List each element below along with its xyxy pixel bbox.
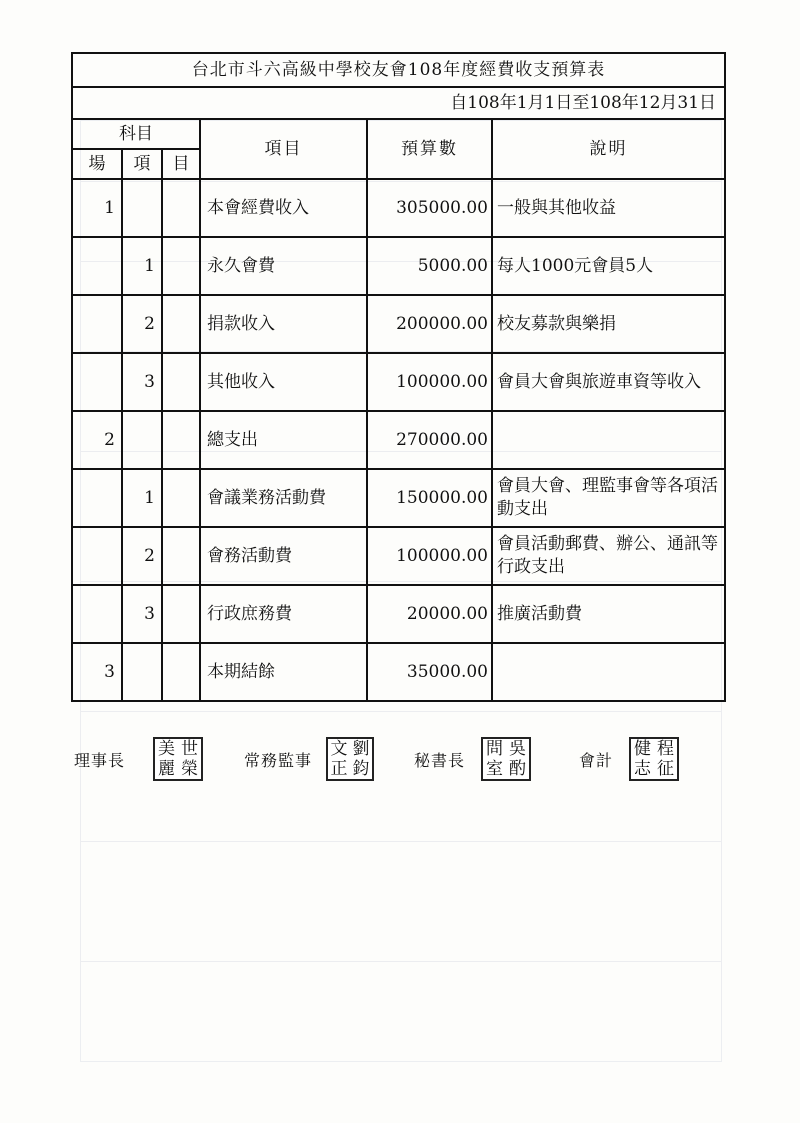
code-level1: 3 bbox=[72, 643, 122, 701]
code-level3 bbox=[162, 469, 200, 527]
accountant-seal-stamp: 健 程 志 征 bbox=[629, 737, 679, 781]
item-note bbox=[492, 411, 725, 469]
code-level1 bbox=[72, 295, 122, 353]
code-level1: 1 bbox=[72, 179, 122, 237]
secretary-signature bbox=[414, 737, 531, 781]
code-level2 bbox=[122, 643, 162, 701]
signature-row bbox=[74, 737, 714, 817]
table-row bbox=[72, 585, 725, 643]
code-level1 bbox=[72, 353, 122, 411]
item-name: 本期結餘 bbox=[200, 643, 367, 701]
code-level2: 3 bbox=[122, 585, 162, 643]
table-row bbox=[72, 411, 725, 469]
item-note: 每人1000元會員5人 bbox=[492, 237, 725, 295]
table-row bbox=[72, 469, 725, 527]
budget-amount: 100000.00 bbox=[367, 353, 492, 411]
code-level3 bbox=[162, 353, 200, 411]
item-name: 總支出 bbox=[200, 411, 367, 469]
budget-header: 預算數 bbox=[367, 119, 492, 179]
budget-amount: 5000.00 bbox=[367, 237, 492, 295]
secretary-label: 秘書長 bbox=[414, 750, 466, 770]
code-level3 bbox=[162, 179, 200, 237]
item-name: 其他收入 bbox=[200, 353, 367, 411]
code-level3 bbox=[162, 527, 200, 585]
code-level1: 2 bbox=[72, 411, 122, 469]
table-row bbox=[72, 527, 725, 585]
item-note: 會員大會與旅遊車資等收入 bbox=[492, 353, 725, 411]
code-level2 bbox=[122, 411, 162, 469]
code-level1 bbox=[72, 469, 122, 527]
chairman-signature bbox=[74, 737, 203, 781]
code-level2: 2 bbox=[122, 295, 162, 353]
budget-amount: 35000.00 bbox=[367, 643, 492, 701]
item-note: 一般與其他收益 bbox=[492, 179, 725, 237]
table-row bbox=[72, 643, 725, 701]
table-row bbox=[72, 179, 725, 237]
item-name: 會務活動費 bbox=[200, 527, 367, 585]
item-note: 推廣活動費 bbox=[492, 585, 725, 643]
item-name: 本會經費收入 bbox=[200, 179, 367, 237]
chairman-seal-stamp: 美 世 麗 榮 bbox=[153, 737, 203, 781]
budget-amount: 200000.00 bbox=[367, 295, 492, 353]
level2-header: 項 bbox=[122, 149, 162, 179]
table-row bbox=[72, 353, 725, 411]
secretary-seal-stamp: 問 吳 室 酌 bbox=[481, 737, 531, 781]
code-level3 bbox=[162, 237, 200, 295]
budget-period: 自108年1月1日至108年12月31日 bbox=[72, 87, 725, 119]
code-level2: 1 bbox=[122, 469, 162, 527]
budget-amount: 20000.00 bbox=[367, 585, 492, 643]
code-level3 bbox=[162, 585, 200, 643]
code-level2 bbox=[122, 179, 162, 237]
note-header: 說明 bbox=[492, 119, 725, 179]
chairman-label: 理事長 bbox=[74, 750, 126, 770]
item-note: 會員活動郵費、辦公、通訊等行政支出 bbox=[492, 527, 725, 585]
table-row bbox=[72, 237, 725, 295]
subject-header: 科目 bbox=[72, 119, 200, 149]
code-level2: 2 bbox=[122, 527, 162, 585]
item-note: 會員大會、理監事會等各項活動支出 bbox=[492, 469, 725, 527]
level3-header: 目 bbox=[162, 149, 200, 179]
budget-amount: 270000.00 bbox=[367, 411, 492, 469]
supervisor-label: 常務監事 bbox=[244, 750, 313, 770]
budget-table bbox=[71, 52, 726, 702]
accountant-label: 會計 bbox=[579, 750, 614, 770]
budget-amount: 100000.00 bbox=[367, 527, 492, 585]
code-level2: 1 bbox=[122, 237, 162, 295]
budget-amount: 150000.00 bbox=[367, 469, 492, 527]
code-level1 bbox=[72, 585, 122, 643]
item-name: 捐款收入 bbox=[200, 295, 367, 353]
item-name: 行政庶務費 bbox=[200, 585, 367, 643]
code-level2: 3 bbox=[122, 353, 162, 411]
code-level1 bbox=[72, 237, 122, 295]
budget-amount: 305000.00 bbox=[367, 179, 492, 237]
item-header: 項目 bbox=[200, 119, 367, 179]
item-name: 會議業務活動費 bbox=[200, 469, 367, 527]
level1-header: 場 bbox=[72, 149, 122, 179]
code-level1 bbox=[72, 527, 122, 585]
code-level3 bbox=[162, 295, 200, 353]
document-title: 台北市斗六高級中學校友會108年度經費收支預算表 bbox=[72, 53, 725, 87]
code-level3 bbox=[162, 643, 200, 701]
item-name: 永久會費 bbox=[200, 237, 367, 295]
item-note: 校友募款與樂捐 bbox=[492, 295, 725, 353]
table-row bbox=[72, 295, 725, 353]
code-level3 bbox=[162, 411, 200, 469]
supervisor-signature bbox=[244, 737, 374, 781]
item-note bbox=[492, 643, 725, 701]
accountant-signature bbox=[579, 737, 679, 781]
supervisor-seal-stamp: 文 劉 正 鈞 bbox=[326, 737, 374, 781]
